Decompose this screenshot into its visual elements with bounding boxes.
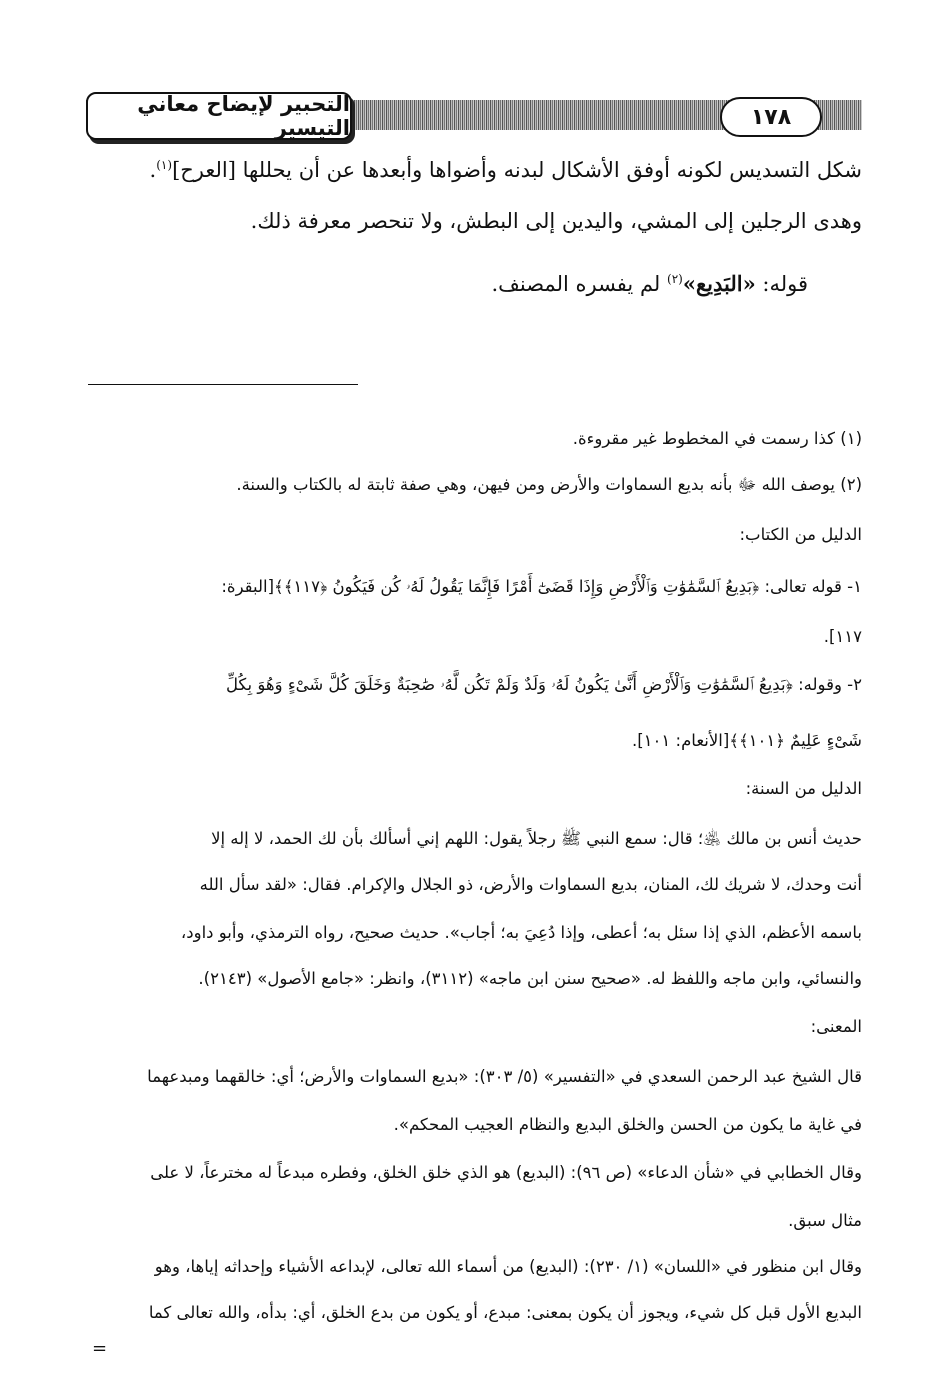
footnote-1: (١) كذا رسمت في المخطوط غير مقروءة. [572,429,862,448]
line3-prefix: قوله: [755,272,808,296]
body-line-3 [18,264,808,299]
hadith-line-4: والنسائي، وابن ماجه واللفظ له. «صحيح سنن ابن ماجه» (٣١١٢)، وانظر: «جامع الأصول» (٢١٤٣). [198,969,862,988]
hadith-line-1: حديث أنس بن مالك ﵁؛ قال: سمع النبي ﷺ رجلاً يقول: اللهم إني أسألك بأن لك الحمد، لا إله إلا [211,829,862,848]
body-line-2: وهدى الرجلين إلى المشي، واليدين إلى البطش، ولا تنحصر معرفة ذلك. [250,209,862,233]
saadi-line-2: في غاية ما يكون من الحسن والخلق البديع والنظام العجيب المحكم». [393,1115,862,1134]
line3-suffix: لم يفسره المصنف. [491,272,667,296]
ayah-1-line-b: ١١٧]. [823,627,862,646]
manzur-line-2: البديع الأول قبل كل شيء، ويجوز أن يكون بمعنى: مبدع، أو يكون من بدع الخلق، أي: بدأه، والله تعالى كما [148,1303,862,1322]
manzur-line-1: وقال ابن منظور في «اللسان» (١/ ٢٣٠): (البديع) من أسماء الله تعالى، لإبداعه الأشياء وإحداثه إياها، وهو [154,1257,862,1276]
khattabi-line-1: وقال الخطابي في «شأن الدعاء» (ص ٩٦): (البديع) هو الذي خلق الخلق، وفطره مبدعاً له مخترعاً، لا على [150,1163,862,1182]
ayah-2-line-a: ٢- وقوله: ﴿بَدِيعُ ٱلسَّمَٰوَٰتِ وَٱلْأَرْضِ أَنَّىٰ يَكُونُ لَهُۥ وَلَدٌ وَلَمْ تَكُن لَّهُۥ صَٰحِبَةٌ وَخَلَقَ كُلَّ شَىْءٍ وَهُوَ بِكُلِّ [225,675,862,694]
footnote-ref-1: (١) [156,158,173,172]
book-title: التحبير لإيضاح معاني التيسير [86,92,352,140]
footnote-separator [88,384,358,385]
continuation-mark: = [92,1338,108,1359]
body-line-1-text: شكل التسديس لكونه أوفق الأشكال لبدنه وأضواها وأبعدها عن أن يحللها [العرح] [172,158,862,182]
khattabi-line-2: مثال سبق. [788,1211,862,1230]
body-line-1: شكل التسديس لكونه أوفق الأشكال لبدنه وأضواها وأبعدها عن أن يحللها [العرح]$^{(١)}$. [149,158,862,182]
ayah-1-line-a: ١- قوله تعالى: ﴿بَدِيعُ ٱلسَّمَٰوَٰتِ وَٱلْأَرْضِ وَإِذَا قَضَىٰٓ أَمْرًا فَإِنَّمَا يَقُولُ لَهُۥ كُن فَيَكُونُ ﴿١١٧﴾﴾[البقرة: [221,577,862,596]
ayah-2-line-b: شَىْءٍ عَلِيمٌ ﴿١٠١﴾﴾[الأنعام: ١٠١]. [631,731,862,750]
hadith-line-3: باسمه الأعظم، الذي إذا سئل به؛ أعطى، وإذا دُعِيَ به؛ أجاب». حديث صحيح، رواه الترمذي، وأبو داود، [180,923,862,942]
footnote-2: (٢) يوصف الله ﷻ بأنه بديع السماوات والأرض ومن فيهن، وهي صفة ثابتة له بالكتاب والسنة. [236,475,862,494]
meaning-heading: المعنى: [810,1017,862,1036]
page-number: ١٧٨ [720,97,822,137]
running-header [86,92,862,144]
term-badi: «البَدِيع» [682,271,756,296]
hadith-line-2: أنت وحدك، لا شريك لك، المنان، بديع السماوات والأرض، ذو الجلال والإكرام. فقال: «لقد سأل الله [199,875,862,894]
saadi-line-1: قال الشيخ عبد الرحمن السعدي في «التفسير» (٥/ ٣٠٣): «بديع السماوات والأرض؛ أي: خالقهما ومبدعهما [147,1067,862,1086]
footnote-ref-2: (٢) [667,272,683,286]
sunnah-heading: الدليل من السنة: [745,779,862,798]
kitab-heading: الدليل من الكتاب: [739,525,862,544]
